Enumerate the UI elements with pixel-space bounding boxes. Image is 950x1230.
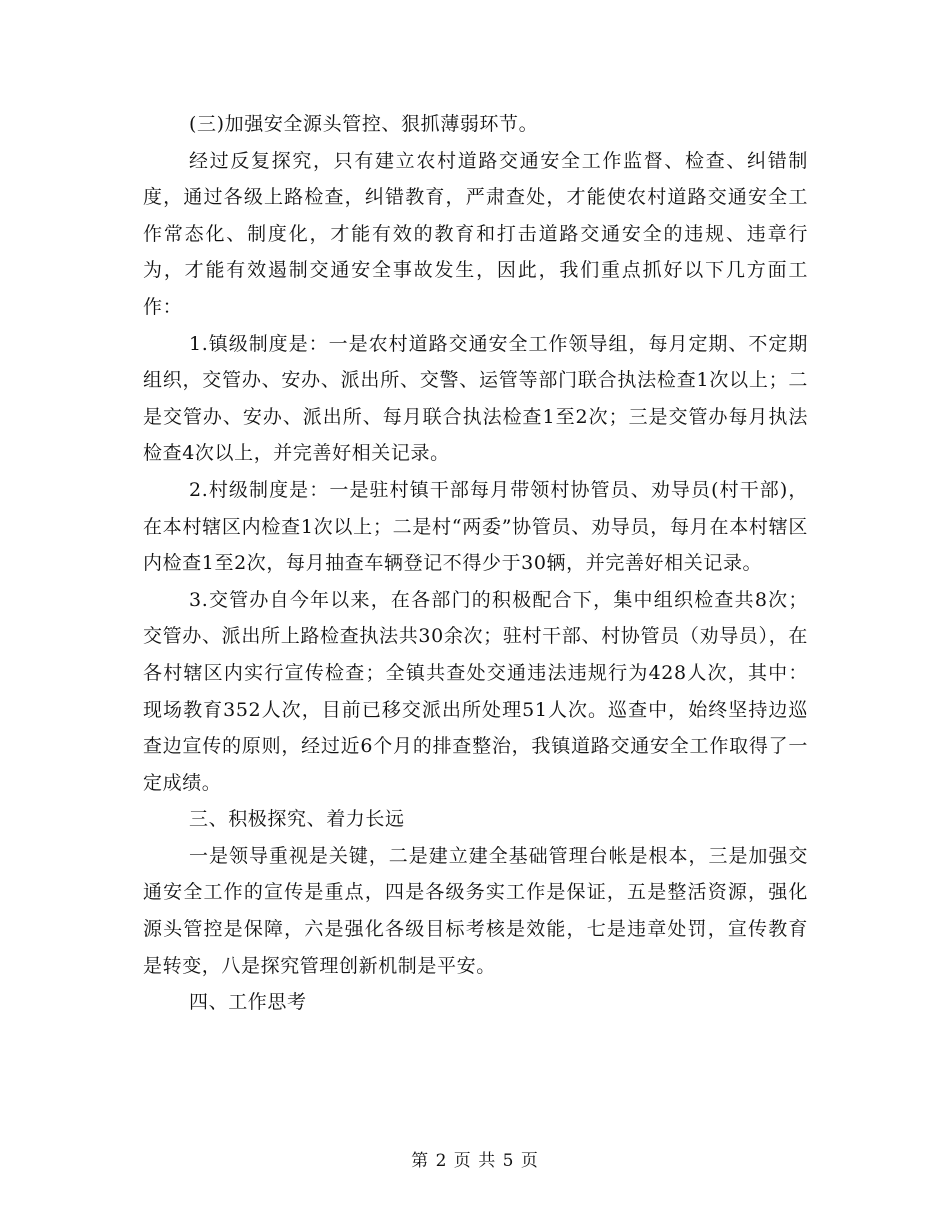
paragraph-town-system: 1.镇级制度是：一是农村道路交通安全工作领导组，每月定期、不定期组织，交管办、安办、派出所、交警、运管等部门联合执法检查1次以上；二是交管办、安办、派出所、每月联合执法检查1至2次；三是交管办每月执法检查4次以上，并完善好相关记录。	[143, 332, 808, 465]
paragraph-intro: 经过反复探究，只有建立农村道路交通安全工作监督、检查、纠错制度，通过各级上路检查，纠错教育，严肃查处，才能使农村道路交通安全工作常态化、制度化，才能有效的教育和打击道路交通安全的违规、违章行为，才能有效遏制交通安全事故发生，因此，我们重点抓好以下几方面工作：	[143, 149, 808, 318]
paragraph-village-system: 2.村级制度是：一是驻村镇干部每月带领村协管员、劝导员(村干部)，在本村辖区内检查1次以上；二是村“两委”协管员、劝导员，每月在本村辖区内检查1至2次，每月抽查车辆登记不得少于30辆，并完善好相关记录。	[143, 478, 808, 575]
page-number: 第 2 页 共 5 页	[411, 1151, 539, 1171]
page-footer	[0, 1149, 950, 1173]
section-heading-explore: 三、积极探究、着力长远	[189, 808, 405, 831]
paragraph-inspection-results: 3.交管办自今年以来，在各部门的积极配合下，集中组织检查共8次；交管办、派出所上路检查执法共30余次；驻村干部、村协管员（劝导员），在各村辖区内实行宣传检查；全镇共查处交通违法违规行为428人次，其中：现场教育352人次，目前已移交派出所处理51人次。巡查中，始终坚持边巡查边宣传的原则，经过近6个月的排查整治，我镇道路交通安全工作取得了一定成绩。	[143, 588, 808, 794]
document-body	[143, 106, 808, 1021]
section-heading-source-control: (三)加强安全源头管控、狠抓薄弱环节。	[189, 113, 539, 135]
section-heading-reflection: 四、工作思考	[189, 991, 307, 1014]
paragraph-key-points: 一是领导重视是关键，二是建立建全基础管理台帐是根本，三是加强交通安全工作的宣传是重点，四是各级务实工作是保证，五是整活资源，强化源头管控是保障，六是强化各级目标考核是效能，七是违章处罚，宣传教育是转变，八是探究管理创新机制是平安。	[143, 844, 808, 977]
